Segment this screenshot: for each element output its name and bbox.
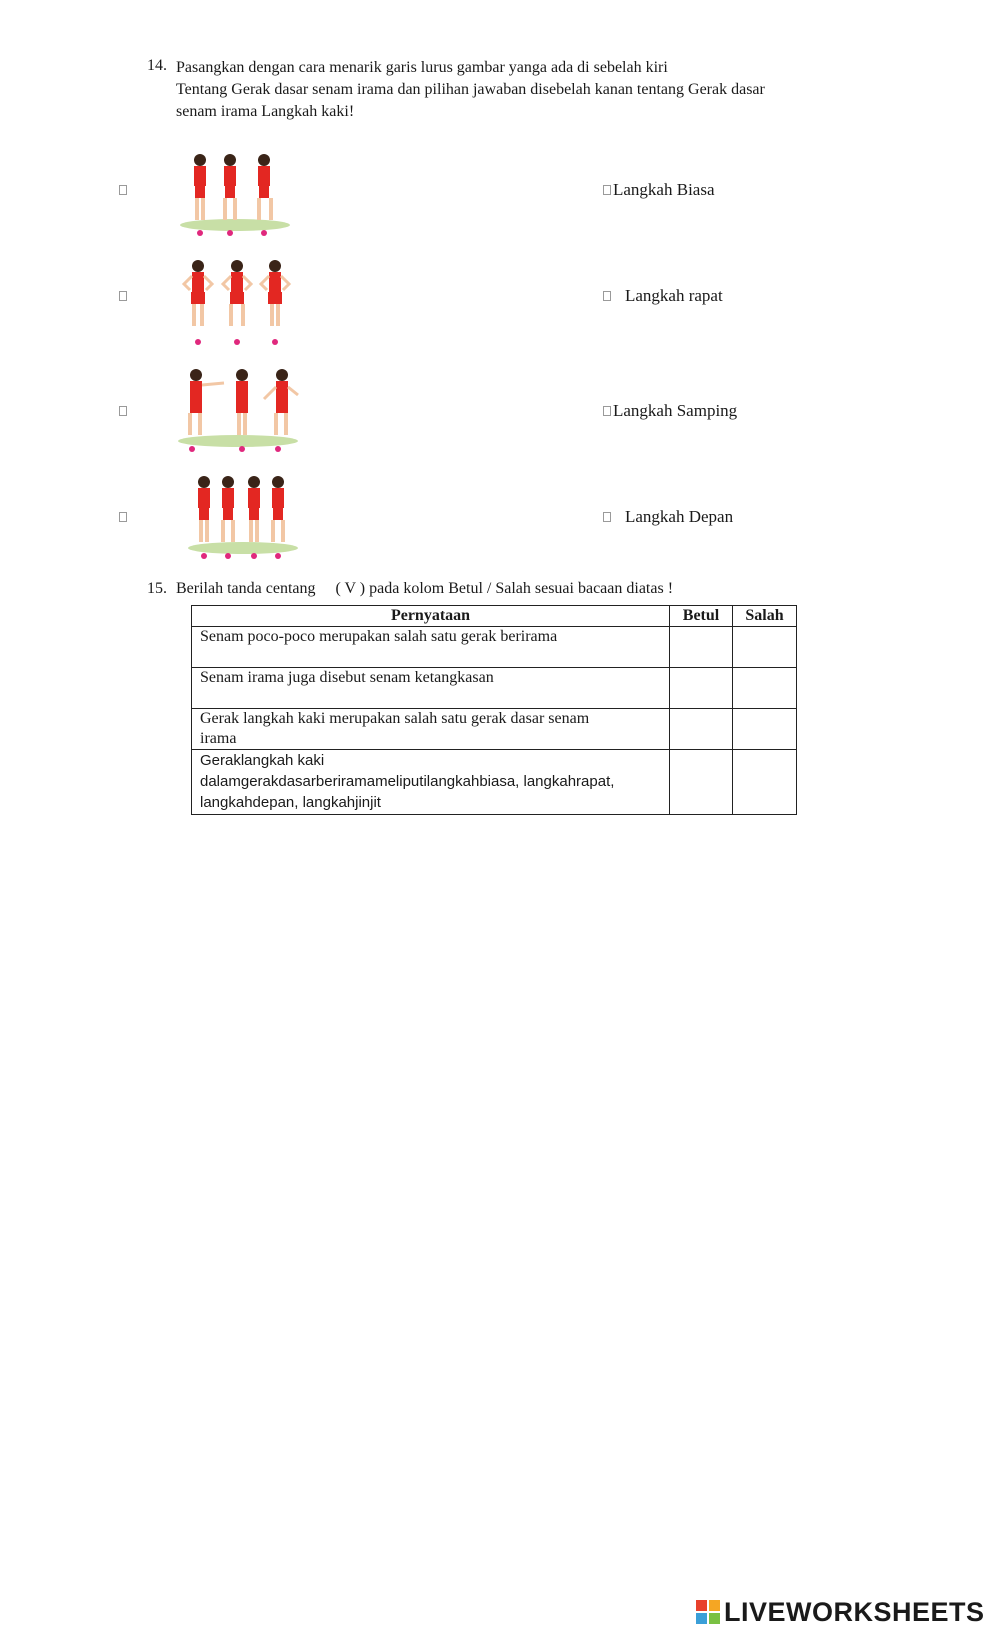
logo-square (709, 1600, 720, 1611)
dancer-icon (198, 476, 210, 542)
question-14-number: 14. (147, 57, 167, 74)
figure-langkah-4 (188, 472, 300, 564)
question-15-instruction: Berilah tanda centang ( V ) pada kolom Betul / Salah sesuai bacaan diatas ! (176, 580, 674, 597)
betul-cell[interactable] (670, 709, 733, 750)
option-checkbox[interactable] (603, 291, 611, 301)
option-langkah-rapat[interactable] (603, 286, 723, 306)
statement-cell (192, 709, 670, 750)
liveworksheets-brand (696, 1597, 985, 1627)
dancer-icon (236, 369, 248, 435)
salah-cell[interactable] (733, 627, 797, 668)
question-14-line-3: senam irama Langkah kaki! (176, 103, 355, 120)
brand-name: LIVEWORKSHEETS (724, 1596, 985, 1627)
betul-cell[interactable] (670, 668, 733, 709)
dancer-icon (184, 260, 212, 326)
table-row (192, 627, 797, 668)
dancer-icon (221, 476, 235, 542)
dancer-icon (248, 476, 260, 542)
logo-square (696, 1600, 707, 1611)
left-checkbox-3[interactable] (119, 406, 127, 416)
left-checkbox-2[interactable] (119, 291, 127, 301)
table-row (192, 709, 797, 750)
dancer-icon (271, 476, 285, 542)
logo-square (696, 1613, 707, 1624)
option-label: Langkah rapat (625, 286, 723, 305)
statement-line: irama (200, 730, 237, 747)
dancer-icon (194, 154, 206, 220)
question-15-number: 15. (147, 580, 167, 597)
dancer-icon (257, 154, 273, 220)
option-checkbox[interactable] (603, 512, 611, 522)
option-langkah-samping[interactable] (603, 401, 737, 421)
betul-cell[interactable] (670, 627, 733, 668)
dancer-icon (223, 154, 237, 220)
table-row (192, 750, 797, 815)
question-14-text (176, 57, 876, 123)
header-betul: Betul (670, 606, 733, 627)
figure-langkah-1 (180, 150, 295, 240)
liveworksheets-logo-icon (696, 1600, 720, 1624)
logo-square (709, 1613, 720, 1624)
figure-langkah-3 (178, 365, 308, 457)
statement-line: langkahdepan, langkahjinjit (200, 794, 381, 811)
header-salah: Salah (733, 606, 797, 627)
statement-line: Geraklangkah kaki (200, 752, 325, 769)
table-row (192, 668, 797, 709)
dancer-icon (264, 369, 298, 435)
dancer-icon (223, 260, 251, 326)
betul-cell[interactable] (670, 750, 733, 815)
table-header-row (192, 606, 797, 627)
statement-cell (192, 750, 670, 815)
option-langkah-biasa[interactable] (603, 180, 715, 200)
option-langkah-depan[interactable] (603, 507, 733, 527)
statement-cell: Senam irama juga disebut senam ketangkasan (192, 668, 670, 709)
salah-cell[interactable] (733, 750, 797, 815)
statement-cell: Senam poco-poco merupakan salah satu gerak berirama (192, 627, 670, 668)
true-false-table (191, 605, 797, 815)
left-checkbox-4[interactable] (119, 512, 127, 522)
header-pernyataan: Pernyataan (192, 606, 670, 627)
dancer-icon (188, 369, 224, 435)
statement-line: Gerak langkah kaki merupakan salah satu gerak dasar senam (200, 710, 590, 727)
option-label: Langkah Samping (613, 401, 738, 420)
question-14-line-1: Pasangkan dengan cara menarik garis lurus gambar yanga ada di sebelah kiri (176, 59, 668, 76)
salah-cell[interactable] (733, 668, 797, 709)
salah-cell[interactable] (733, 709, 797, 750)
option-label: Langkah Biasa (613, 180, 715, 199)
left-checkbox-1[interactable] (119, 185, 127, 195)
option-label: Langkah Depan (625, 507, 734, 526)
figure-langkah-2 (180, 256, 295, 348)
dancer-icon (261, 260, 289, 326)
statement-line: dalamgerakdasarberiramameliputilangkahbiasa, langkahrapat, (200, 773, 615, 790)
option-checkbox[interactable] (603, 185, 611, 195)
question-14-line-2: Tentang Gerak dasar senam irama dan pilihan jawaban disebelah kanan tentang Gerak dasar (176, 81, 765, 98)
option-checkbox[interactable] (603, 406, 611, 416)
